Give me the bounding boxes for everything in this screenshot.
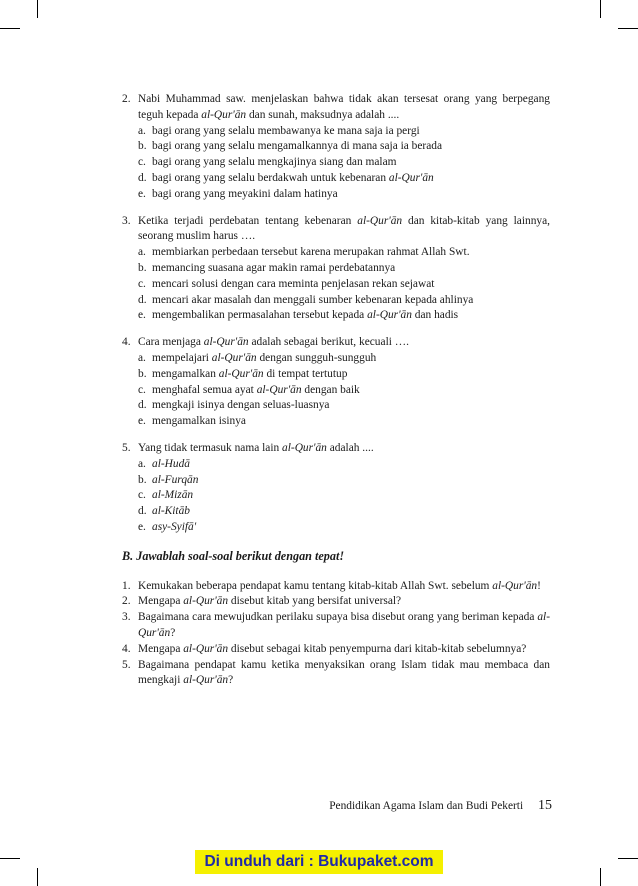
text-run: dengan baik [301, 383, 360, 396]
option-letter: c. [138, 277, 146, 290]
answer-option [122, 473, 550, 489]
answer-option [122, 293, 550, 309]
answer-option [122, 155, 550, 171]
text-run: ? [170, 626, 176, 639]
italic-term: al-Qur'ān [201, 108, 247, 121]
crop-mark [618, 858, 638, 859]
crop-mark [37, 0, 38, 18]
question-number: 4. [122, 642, 131, 655]
spacer [122, 324, 550, 335]
question [122, 214, 550, 246]
italic-term: al-Qur'ān [218, 367, 264, 380]
option-letter: c. [138, 383, 146, 396]
crop-mark [600, 868, 601, 886]
italic-term: al-Mizān [152, 489, 194, 502]
question-number: 2. [122, 595, 131, 608]
book-title: Pendidikan Agama Islam dan Budi Pekerti [329, 800, 524, 812]
italic-term: al-Qur'ān [282, 441, 327, 454]
italic-term: al-Qur'ān [388, 171, 434, 184]
text-run: Kemukakan beberapa pendapat kamu tentang kitab-kitab Allah Swt. sebelum [138, 579, 493, 592]
option-letter: e. [138, 415, 146, 428]
question-number: 2. [122, 93, 131, 105]
text-run: bagi orang yang selalu membawanya ke mana saja ia pergi [152, 124, 420, 137]
crop-mark [618, 28, 638, 29]
text-run: Cara menjaga [138, 336, 204, 349]
answer-option [122, 171, 550, 187]
italic-term: al-Qur'ān [211, 351, 257, 364]
answer-option [122, 245, 550, 261]
text-run: Mengapa [138, 642, 184, 655]
text-run: memancing suasana agar makin ramai perdebatannya [152, 261, 396, 274]
text-run: bagi orang yang meyakini dalam hatinya [152, 187, 338, 200]
text-run: dan kitab-kitab yang lainnya, seorang muslim harus …. [138, 214, 550, 243]
italic-term: asy-Syifā' [152, 520, 197, 533]
option-letter: a. [138, 457, 146, 470]
answer-option [122, 187, 550, 203]
option-letter: b. [138, 367, 147, 380]
question [122, 441, 550, 457]
text-run: bagi orang yang selalu berdakwah untuk kebenaran [152, 171, 389, 184]
text-run: Mengapa [138, 595, 184, 608]
text-run: mengembalikan permasalahan tersebut kepada [152, 309, 368, 322]
page-content [122, 92, 550, 689]
multiple-choice-section [122, 92, 550, 547]
text-run: dan sunah, maksudnya adalah .... [246, 108, 400, 121]
download-banner[interactable]: Di unduh dari : Bukupaket.com [195, 850, 443, 874]
text-run: mempelajari [152, 351, 212, 364]
option-letter: e. [138, 309, 146, 322]
spacer [122, 203, 550, 214]
text-run: mencari akar masalah dan menggali sumber kebenaran kepada ahlinya [152, 293, 474, 306]
option-letter: c. [138, 156, 146, 169]
essay-question [122, 610, 550, 642]
page-number: 15 [538, 798, 552, 813]
text-run: Nabi Muhammad saw. menjelaskan bahwa tidak akan tersesat orang yang berpegang teguh kepada [138, 93, 550, 121]
italic-term: al-Qur'ān [256, 383, 302, 396]
option-letter: d. [138, 399, 147, 412]
answer-option [122, 457, 550, 473]
text-run: mencari solusi dengan cara meminta penjelasan rekan sejawat [152, 277, 435, 290]
text-run: membiarkan perbedaan tersebut karena merupakan rahmat Allah Swt. [152, 246, 470, 259]
crop-mark [0, 858, 20, 859]
text-run: Ketika terjadi perdebatan tentang kebenaran [138, 214, 358, 227]
italic-term: al-Qur'ān [357, 214, 403, 227]
option-letter: b. [138, 473, 147, 486]
answer-option [122, 520, 550, 536]
question-number: 5. [122, 658, 131, 671]
spacer [122, 536, 550, 547]
text-run: mengkaji isinya dengan seluas-luasnya [152, 399, 330, 412]
text-run: adalah .... [326, 441, 374, 454]
text-run: disebut kitab yang bersifat universal? [228, 595, 402, 608]
spacer [122, 430, 550, 441]
answer-option [122, 277, 550, 293]
italic-term: al-Qur'ān [203, 336, 249, 349]
option-letter: d. [138, 171, 147, 184]
text-run: bagi orang yang selalu mengkajinya siang dan malam [152, 156, 397, 169]
text-run: Yang tidak termasuk nama lain [138, 441, 283, 454]
text-run: Bagaimana cara mewujudkan perilaku supaya bisa disebut orang yang beriman kepada [138, 611, 538, 624]
option-letter: c. [138, 489, 146, 502]
italic-term: al-Qur'ān [367, 309, 412, 322]
text-run: adalah sebagai berikut, kecuali …. [248, 336, 409, 349]
option-letter: b. [138, 261, 147, 274]
section-b-title: B. Jawablah soal-soal berikut dengan tepat! [122, 548, 345, 563]
essay-question [122, 658, 550, 690]
crop-mark [37, 868, 38, 886]
question-number: 3. [122, 611, 131, 624]
text-run: menghafal semua ayat [152, 383, 257, 396]
essay-section [122, 579, 550, 690]
italic-term: al-Qur'ān [183, 595, 229, 608]
answer-option [122, 504, 550, 520]
answer-option [122, 367, 550, 383]
text-run: bagi orang yang selalu mengamalkannya di mana saja ia berada [152, 140, 443, 153]
text-run: ! [537, 579, 541, 592]
answer-option [122, 139, 550, 155]
answer-option [122, 398, 550, 414]
text-run: ? [228, 674, 234, 687]
essay-question [122, 594, 550, 610]
question [122, 92, 550, 124]
question-number: 1. [122, 579, 131, 592]
answer-option [122, 488, 550, 504]
answer-option [122, 351, 550, 367]
italic-term: al-Qur'ān [183, 642, 229, 655]
text-run: mengamalkan isinya [152, 415, 246, 428]
text-run: Bagaimana pendapat kamu ketika menyaksikan orang Islam tidak mau membaca dan mengkaji [138, 658, 550, 687]
italic-term: al-Hudā [152, 457, 190, 470]
option-letter: a. [138, 246, 146, 259]
question [122, 335, 550, 351]
question-number: 3. [122, 214, 131, 227]
essay-question [122, 579, 550, 595]
option-letter: a. [138, 124, 146, 137]
answer-option [122, 261, 550, 277]
text-run: dan hadis [411, 309, 459, 322]
answer-option [122, 124, 550, 140]
italic-term: al-Kitāb [152, 505, 190, 518]
answer-option [122, 308, 550, 324]
text-run: disebut sebagai kitab penyempurna dari kitab-kitab sebelumnya? [228, 642, 527, 655]
question-number: 4. [122, 336, 131, 349]
option-letter: a. [138, 351, 146, 364]
answer-option [122, 383, 550, 399]
option-letter: d. [138, 505, 147, 518]
option-letter: e. [138, 520, 146, 533]
text-run: mengamalkan [152, 367, 219, 380]
italic-term: al-Furqān [152, 473, 199, 486]
crop-mark [600, 0, 601, 18]
option-letter: b. [138, 140, 147, 153]
question-number: 5. [122, 441, 131, 454]
essay-question [122, 642, 550, 658]
italic-term: al-Qur'ān [138, 611, 550, 639]
text-run: dengan sungguh-sungguh [256, 351, 377, 364]
option-letter: e. [138, 187, 146, 200]
answer-option [122, 414, 550, 430]
italic-term: al-Qur'ān [183, 674, 229, 687]
text-run: di tempat tertutup [263, 367, 348, 380]
italic-term: al-Qur'ān [492, 579, 538, 592]
crop-mark [0, 28, 20, 29]
page-footer [300, 798, 552, 814]
option-letter: d. [138, 293, 147, 306]
